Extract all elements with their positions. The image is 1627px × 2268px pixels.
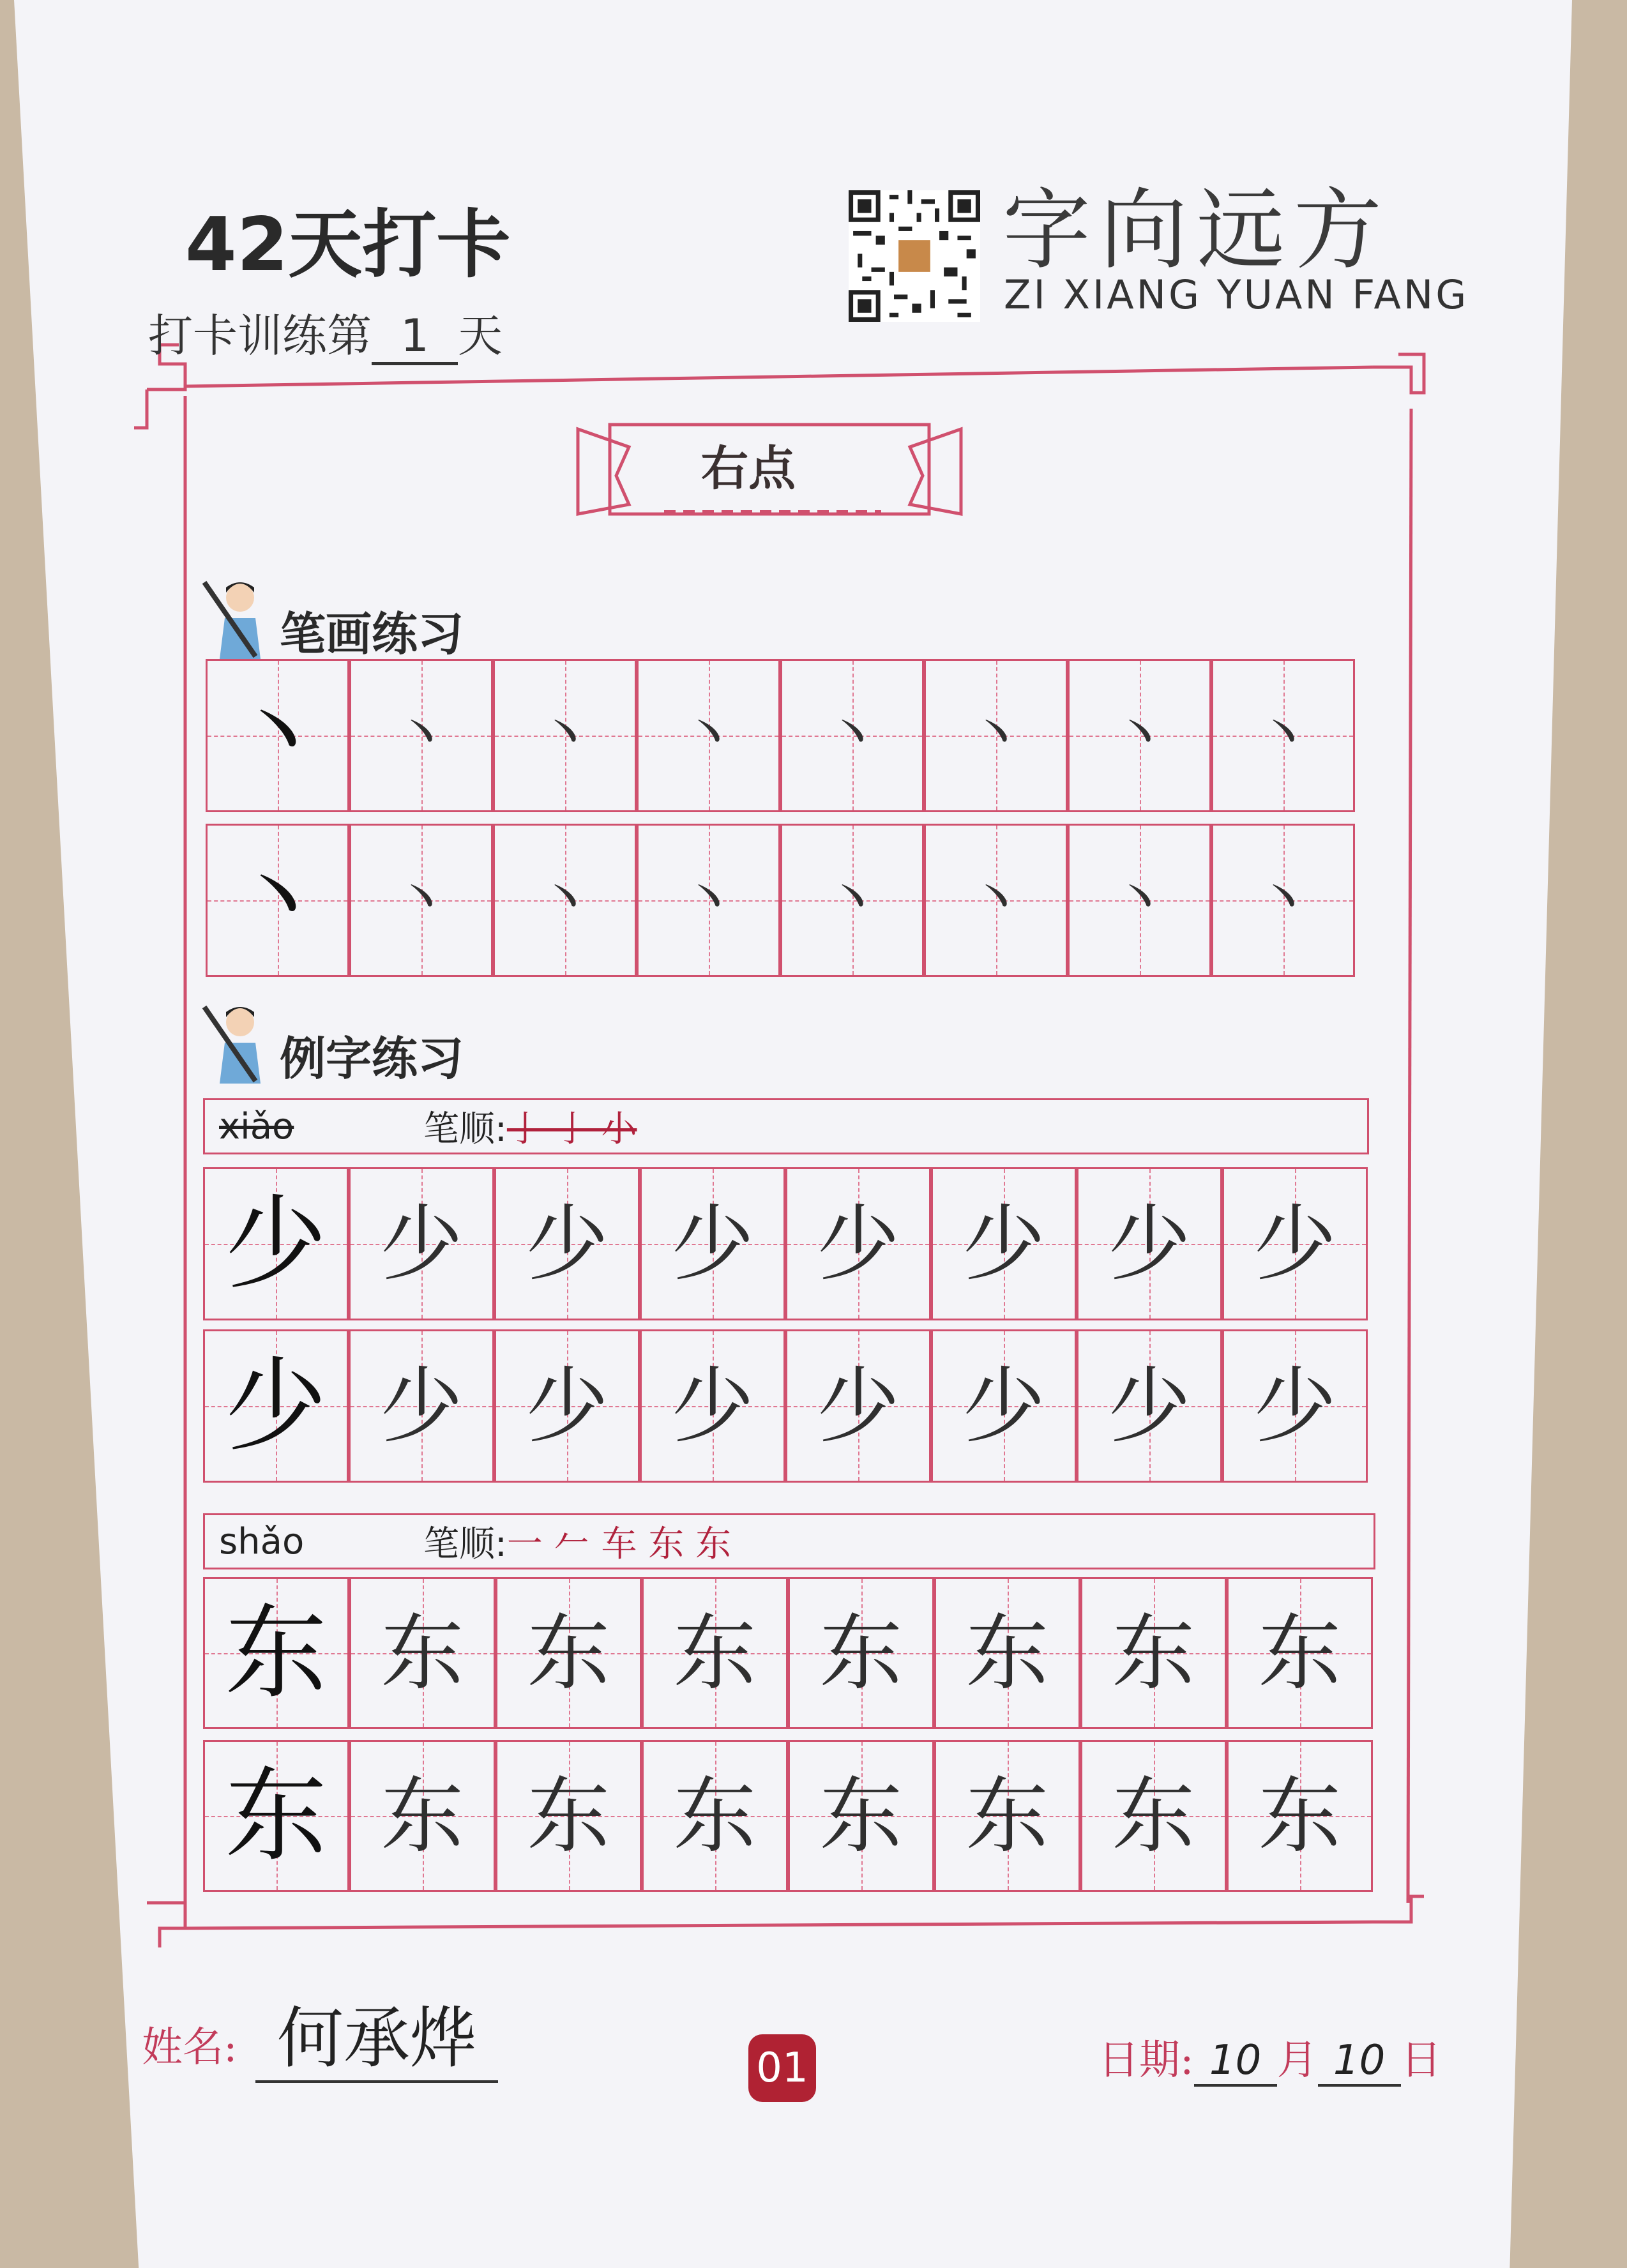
grid-cell: 丶 <box>206 659 349 812</box>
example-practice-row <box>203 1329 1368 1483</box>
grid-cell: 东 <box>1227 1740 1373 1892</box>
stroke-order-label: 笔顺: <box>423 1108 507 1150</box>
grid-cell: 丶 <box>924 659 1068 812</box>
grid-cell: 少 <box>1222 1167 1368 1320</box>
date-month: 10 <box>1194 2037 1277 2087</box>
stroke-order: 亅 亅 小 <box>506 1108 637 1150</box>
grid-cell: 少 <box>931 1167 1077 1320</box>
grid-cell: 东 <box>1080 1740 1227 1892</box>
grid-cell: 少 <box>494 1329 640 1483</box>
student-avatar-icon <box>199 999 276 1089</box>
grid-cell: 丶 <box>349 824 493 977</box>
stroke-order: 一 𠂉 车 东 东 <box>506 1523 732 1565</box>
example-practice-heading: 例字练习 <box>280 1032 464 1085</box>
stroke-practice-row <box>206 824 1355 977</box>
grid-cell: 少 <box>203 1329 349 1483</box>
grid-cell: 东 <box>788 1577 934 1729</box>
day-counter <box>148 300 503 365</box>
date-field <box>1098 2027 1442 2087</box>
day-suffix: 天 <box>458 310 503 362</box>
stroke-practice-row <box>206 659 1355 812</box>
grid-cell: 少 <box>203 1167 349 1320</box>
name-label: 姓名: <box>142 2024 238 2071</box>
page-number-badge: 01 <box>748 2034 816 2102</box>
brand-pinyin: ZI XIANG YUAN FANG <box>1004 271 1469 318</box>
character-info-bar <box>203 1513 1375 1569</box>
stroke-order-label: 笔顺: <box>423 1523 507 1565</box>
example-practice-row <box>203 1740 1373 1892</box>
grid-cell: 丶 <box>493 659 637 812</box>
day-value: 1 <box>372 310 458 365</box>
grid-cell: 少 <box>1222 1329 1368 1483</box>
grid-cell: 东 <box>1080 1577 1227 1729</box>
date-label: 日期: <box>1098 2037 1194 2084</box>
example-practice-row <box>203 1577 1373 1729</box>
grid-cell: 东 <box>642 1740 788 1892</box>
page-title: 42天打卡 <box>185 202 511 288</box>
grid-cell: 丶 <box>637 824 780 977</box>
grid-cell: 少 <box>640 1329 785 1483</box>
pinyin: shǎo <box>219 1520 305 1562</box>
grid-cell: 东 <box>496 1740 642 1892</box>
grid-cell: 少 <box>349 1329 494 1483</box>
grid-cell: 少 <box>640 1167 785 1320</box>
student-name: 何承烨 <box>255 1984 498 2083</box>
grid-cell: 少 <box>494 1167 640 1320</box>
grid-cell: 东 <box>934 1740 1080 1892</box>
example-practice-row <box>203 1167 1368 1320</box>
grid-cell: 东 <box>349 1577 496 1729</box>
grid-cell: 少 <box>931 1329 1077 1483</box>
grid-cell: 少 <box>1077 1329 1222 1483</box>
grid-cell: 少 <box>1077 1167 1222 1320</box>
grid-cell: 东 <box>642 1577 788 1729</box>
grid-cell: 丶 <box>780 824 924 977</box>
day-unit: 日 <box>1400 2037 1442 2084</box>
grid-cell: 丶 <box>924 824 1068 977</box>
grid-cell: 丶 <box>1068 824 1211 977</box>
grid-cell: 丶 <box>206 824 349 977</box>
date-day: 10 <box>1318 2037 1401 2087</box>
day-prefix: 打卡训练第 <box>148 310 372 362</box>
month-unit: 月 <box>1276 2037 1318 2084</box>
grid-cell: 少 <box>785 1329 931 1483</box>
lesson-title: 右点 <box>701 441 796 496</box>
grid-cell: 丶 <box>637 659 780 812</box>
grid-cell: 丶 <box>493 824 637 977</box>
grid-cell: 东 <box>496 1577 642 1729</box>
student-avatar-icon <box>199 575 276 664</box>
stroke-practice-heading: 笔画练习 <box>280 607 464 661</box>
grid-cell: 丶 <box>349 659 493 812</box>
grid-cell: 丶 <box>780 659 924 812</box>
character-info-bar <box>203 1098 1369 1154</box>
grid-cell: 少 <box>785 1167 931 1320</box>
grid-cell: 东 <box>788 1740 934 1892</box>
grid-cell: 少 <box>349 1167 494 1320</box>
brand-logo-text: 字向远方 <box>1003 179 1391 282</box>
grid-cell: 丶 <box>1211 659 1355 812</box>
grid-cell: 东 <box>349 1740 496 1892</box>
pinyin: xiǎo <box>219 1105 294 1147</box>
grid-cell: 东 <box>203 1740 349 1892</box>
grid-cell: 东 <box>203 1577 349 1729</box>
grid-cell: 丶 <box>1068 659 1211 812</box>
grid-cell: 东 <box>1227 1577 1373 1729</box>
grid-cell: 东 <box>934 1577 1080 1729</box>
grid-cell: 丶 <box>1211 824 1355 977</box>
qr-code-icon <box>842 190 987 322</box>
